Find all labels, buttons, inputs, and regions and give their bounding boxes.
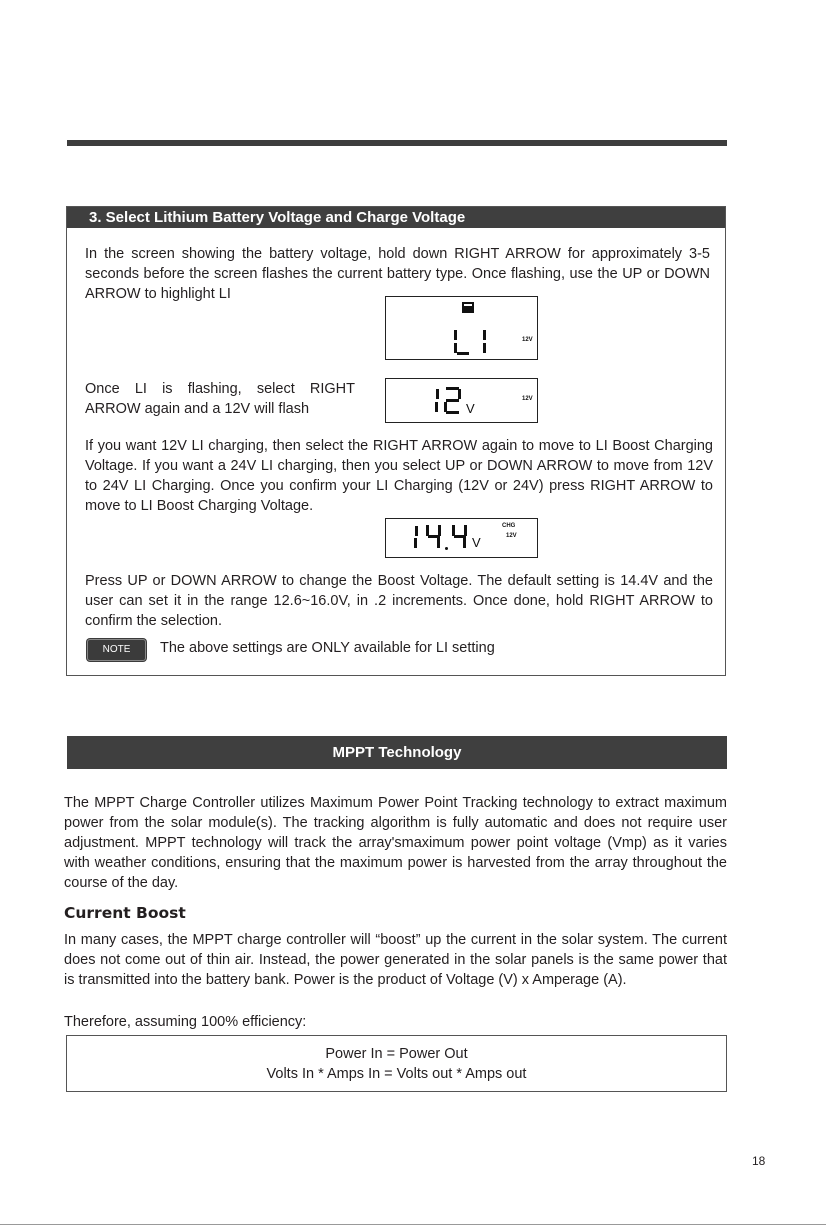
- lcd-screen-12v: [385, 378, 538, 423]
- lcd-volt-unit: V: [472, 535, 481, 550]
- current-boost-heading: Current Boost: [64, 904, 186, 922]
- lcd-12v-indicator: 12V: [506, 533, 517, 539]
- lcd-decimal-point: [445, 547, 448, 550]
- formula-box: [66, 1035, 727, 1092]
- formula-line-2: Volts In * Amps In = Volts out * Amps out: [266, 1066, 527, 1082]
- note-text: The above settings are ONLY available for LI setting: [160, 640, 495, 656]
- mppt-section-title: MPPT Technology: [67, 736, 727, 769]
- lcd-12v-indicator: 12V: [522, 337, 533, 343]
- lcd-chg-indicator: CHG: [502, 523, 516, 529]
- efficiency-line: Therefore, assuming 100% efficiency:: [64, 1014, 307, 1030]
- page-number: 18: [752, 1154, 766, 1168]
- lcd-screen-boost: [385, 518, 538, 558]
- formula-line-1: Power In = Power Out: [325, 1046, 468, 1062]
- instruction-paragraph-3: If you want 12V LI charging, then select the RIGHT ARROW again to move to LI Boost Charging Voltage. If you want a 24V LI charging, then you select UP or DOWN ARROW to move from 12V to 24V LI Charging. Once you confirm your LI Charging (12V or 24V) press RIGHT ARROW to move to LI Boost Charging Voltage.: [85, 438, 713, 514]
- instruction-paragraph-4: Press UP or DOWN ARROW to change the Boost Voltage. The default setting is 14.4V and the user can set it in the range 12.6~16.0V, in .2 increments. Once done, hold RIGHT ARROW to confirm the selection.: [85, 573, 713, 629]
- lcd-screen-li: [385, 296, 538, 360]
- mppt-paragraph: The MPPT Charge Controller utilizes Maximum Power Point Tracking technology to extract maximum power from the solar module(s). The tracking algorithm is fully automatic and does not require user adjustment. MPPT technology will track the array'smaximum power point voltage (Vmp) as it varies with weather conditions, ensuring that the maximum power is harvested from the array throughout the course of the day.: [64, 795, 727, 891]
- bottom-rule: [0, 1224, 826, 1225]
- note-badge: NOTE: [87, 639, 146, 661]
- instruction-paragraph-1: In the screen showing the battery voltage, hold down RIGHT ARROW for approximately 3-5 seconds before the screen flashes the current battery type. Once flashing, use the UP or DOWN ARROW to highlight LI: [85, 246, 710, 302]
- lcd-volt-unit: V: [466, 401, 475, 416]
- instruction-paragraph-2: Once LI is flashing, select RIGHT ARROW again and a 12V will flash: [85, 381, 355, 417]
- section-title: 3. Select Lithium Battery Voltage and Charge Voltage: [67, 207, 725, 228]
- current-boost-paragraph: In many cases, the MPPT charge controller will “boost” up the current in the solar system. The current does not come out of thin air. Instead, the power generated in the solar panels is the same power that is transmitted into the battery bank. Power is the product of Voltage (V) x Amperage (A).: [64, 932, 727, 988]
- lcd-12v-indicator: 12V: [522, 396, 533, 402]
- battery-icon: [462, 302, 474, 313]
- lithium-settings-section: [66, 206, 726, 676]
- top-rule: [67, 140, 727, 146]
